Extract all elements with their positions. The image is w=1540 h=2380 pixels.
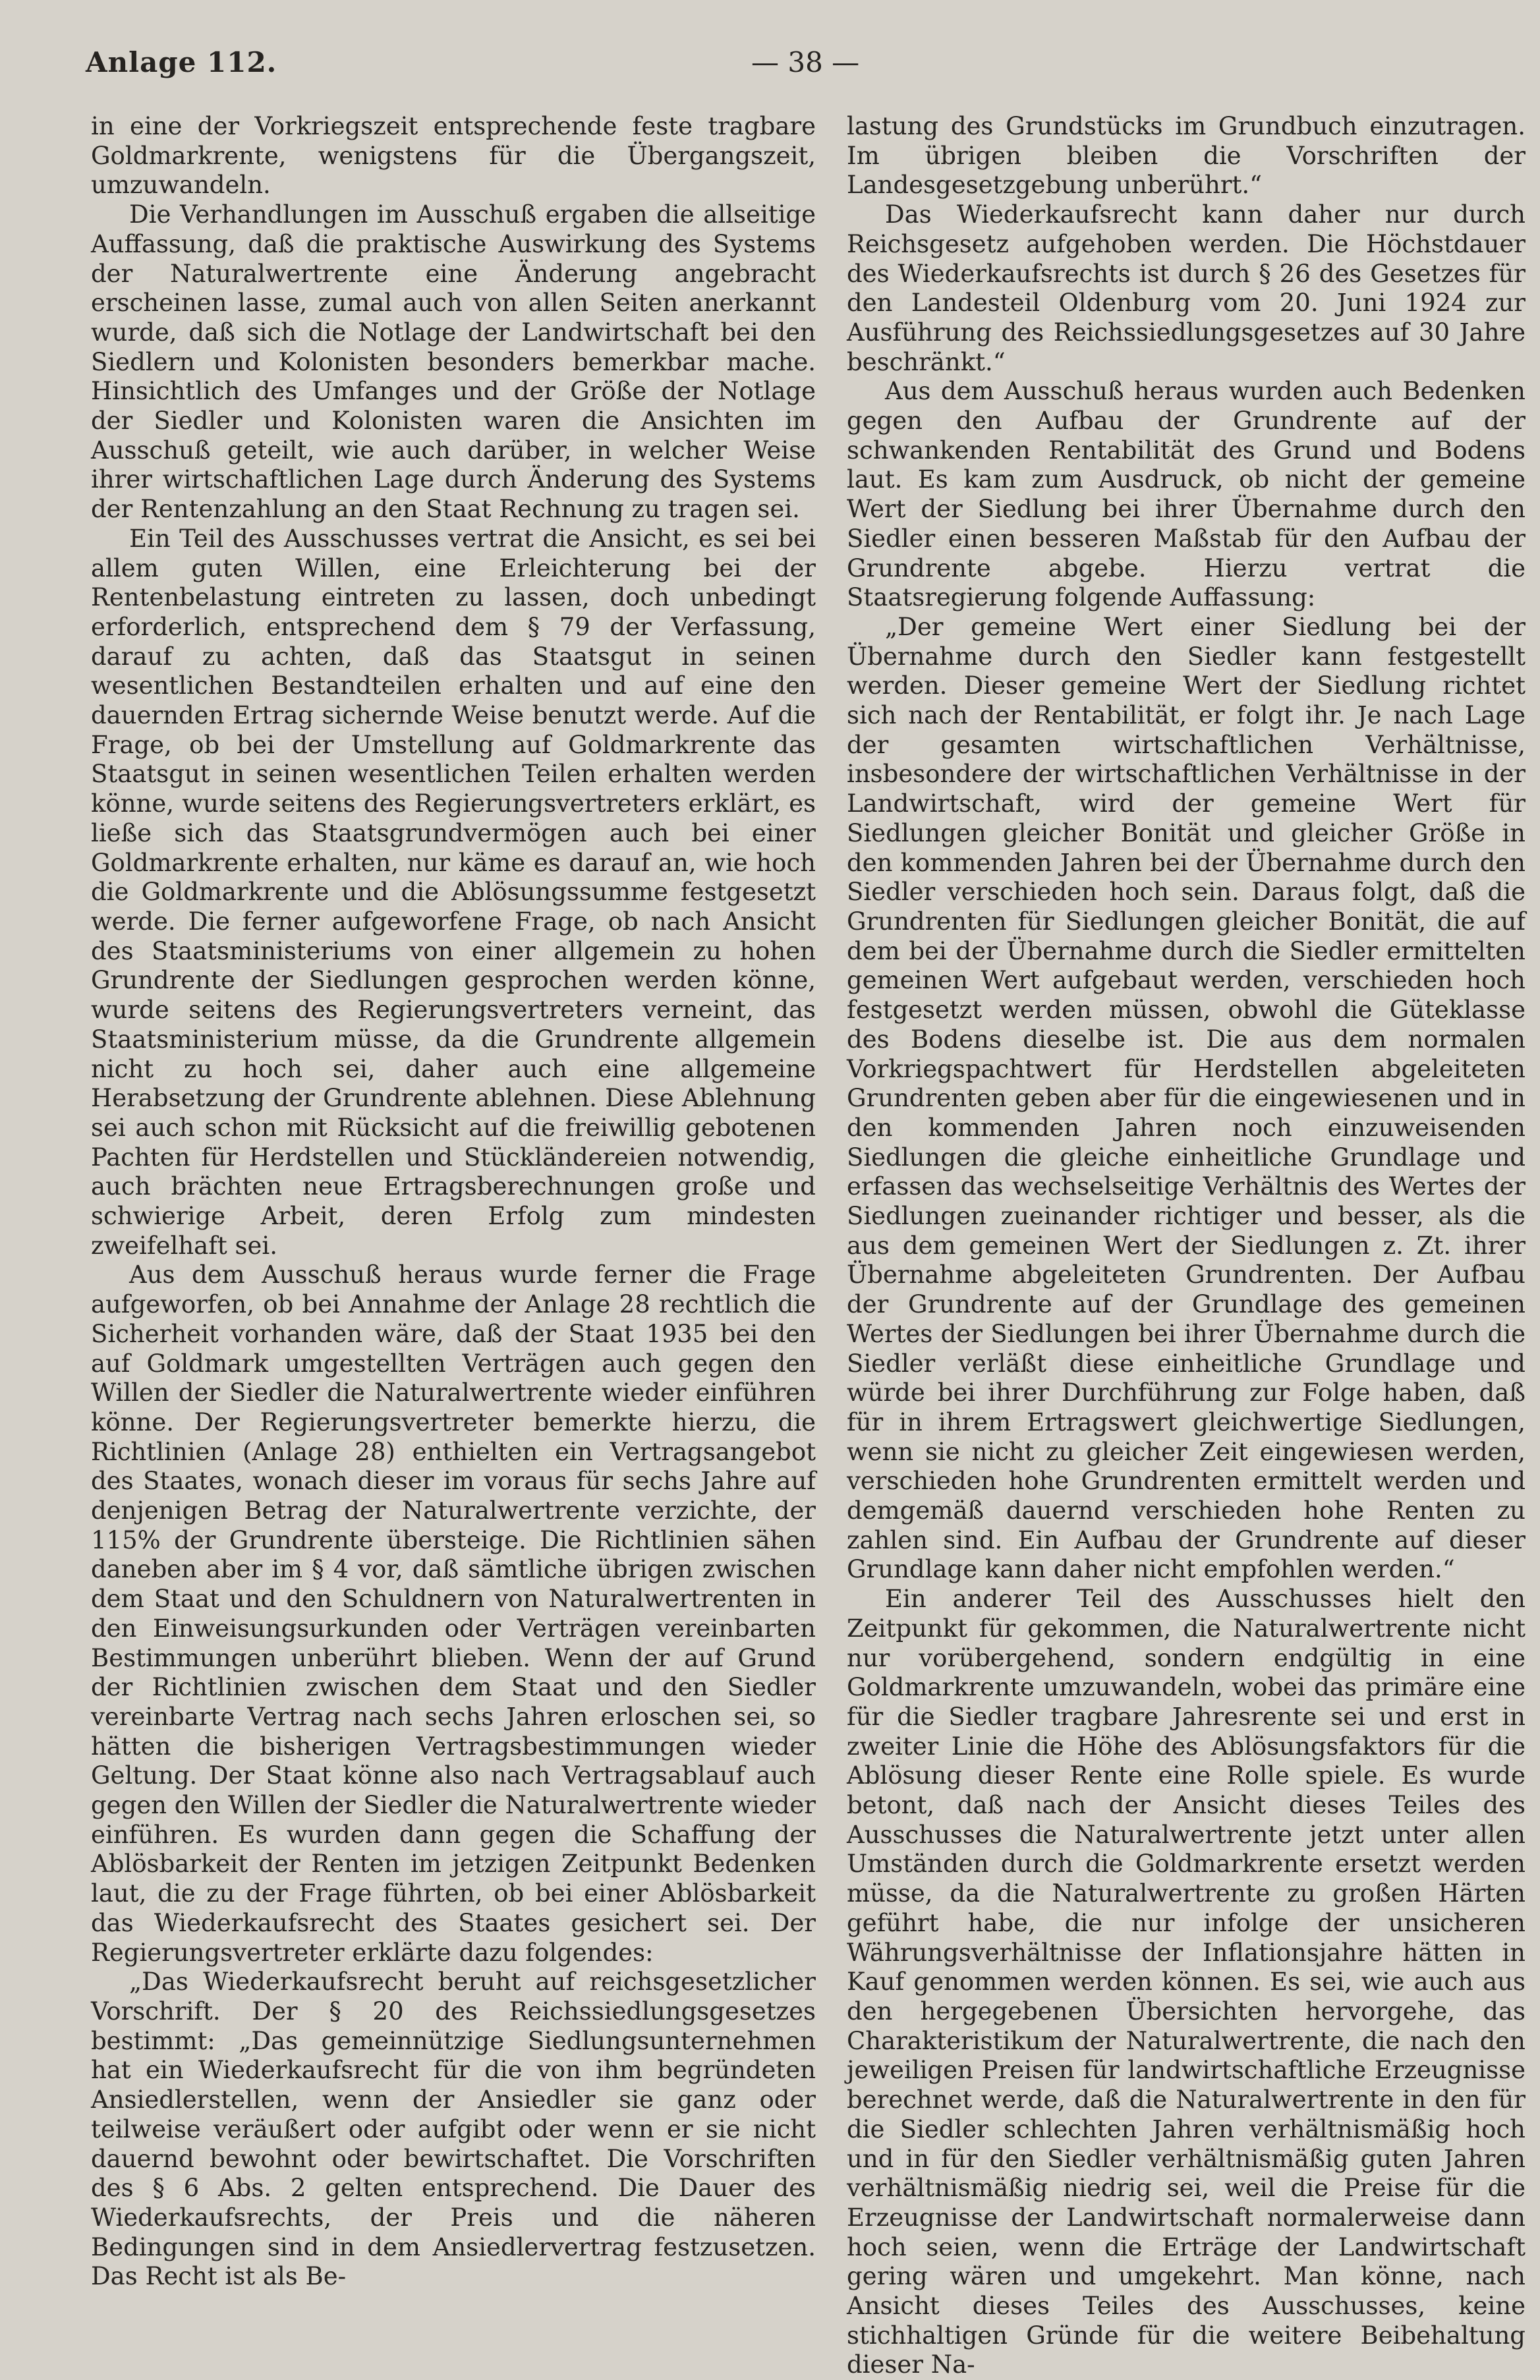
paragraph: in eine der Vorkriegszeit entsprechende feste tragbare Goldmarkrente, wenigstens für die Übergangszeit, umzuwandeln. (91, 112, 816, 200)
paragraph: Ein anderer Teil des Ausschusses hielt den Zeitpunkt für gekommen, die Naturalwertrente nicht nur vorübergehend, sondern endgültig in eine Goldmarkrente umzuwandeln, wobei das primäre eine für die Siedler tragbare Jahresrente sei und erst in zweiter Linie die Höhe des Ablösungsfaktors für die Ablösung dieser Rente eine Rolle spiele. Es wurde betont, daß nach der Ansicht dieses Teiles des Ausschusses die Naturalwertrente jetzt unter allen Umständen durch die Goldmarkrente ersetzt werden müsse, da die Naturalwertrente zu großen Härten geführt habe, die nur infolge der unsicheren Währungsverhältnisse der Inflationsjahre hätten in Kauf genommen werden können. Es sei, wie auch aus den hergegebenen Übersichten hervorgehe, das Charakteristikum der Naturalwertrente, die nach den jeweiligen Preisen für landwirtschaftliche Erzeugnisse berechnet werde, daß die Naturalwertrente in den für die Siedler schlechten Jahren verhältnismäßig hoch und in für den Siedler verhältnismäßig guten Jahren verhältnismäßig niedrig sei, weil die Preise für die Erzeugnisse der Landwirtschaft normalerweise dann hoch seien, wenn die Erträge der Landwirtschaft gering wären und umgekehrt. Man könne, nach Ansicht dieses Teiles des Ausschusses, keine stichhaltigen Gründe für die weitere Beibehaltung dieser Na- (847, 1585, 1526, 2379)
paragraph: lastung des Grundstücks im Grundbuch einzutragen. Im übrigen bleiben die Vorschriften der Landesgesetzgebung unberührt.“ (847, 112, 1526, 200)
paragraph: Die Verhandlungen im Ausschuß ergaben die allseitige Auffassung, daß die praktische Auswirkung des Systems der Naturalwertrente eine Änderung angebracht erscheinen lasse, zumal auch von allen Seiten anerkannt wurde, daß sich die Notlage der Landwirtschaft bei den Siedlern und Kolonisten besonders bemerkbar mache. Hinsichtlich des Umfanges und der Größe der Notlage der Siedler und Kolonisten waren die Ansichten im Ausschuß geteilt, wie auch darüber, in welcher Weise ihrer wirtschaftlichen Lage durch Änderung des Systems der Rentenzahlung an den Staat Rechnung zu tragen sei. (91, 200, 816, 524)
appendix-label: Anlage 112. (86, 46, 277, 78)
left-column (91, 112, 816, 2292)
paragraph: Ein Teil des Ausschusses vertrat die Ansicht, es sei bei allem guten Willen, eine Erleichterung bei der Rentenbelastung eintreten zu lassen, doch unbedingt erforderlich, entsprechend dem § 79 der Verfassung, darauf zu achten, daß das Staatsgut in seinen wesentlichen Bestandteilen erhalten und auf eine den dauernden Ertrag sichernde Weise benutzt werde. Auf die Frage, ob bei der Umstellung auf Goldmarkrente das Staatsgut in seinen wesentlichen Teilen erhalten werden könne, wurde seitens des Regierungsvertreters erklärt, es ließe sich das Staatsgrundvermögen auch bei einer Goldmarkrente erhalten, nur käme es darauf an, wie hoch die Goldmarkrente und die Ablösungssumme festgesetzt werde. Die ferner aufgeworfene Frage, ob nach Ansicht des Staatsministeriums von einer allgemein zu hohen Grundrente der Siedlungen gesprochen werden könne, wurde seitens des Regierungsvertreters verneint, das Staatsministerium müsse, da die Grundrente allgemein nicht zu hoch sei, daher auch eine allgemeine Herabsetzung der Grundrente ablehnen. Diese Ablehnung sei auch schon mit Rücksicht auf die freiwillig gebotenen Pachten für Herdstellen und Stückländereien notwendig, auch brächten neue Ertragsberechnungen große und schwierige Arbeit, deren Erfolg zum mindesten zweifelhaft sei. (91, 524, 816, 1260)
page-header (86, 46, 1514, 92)
page-number: — 38 — (751, 46, 860, 78)
quoted-paragraph: „Der gemeine Wert einer Siedlung bei der Übernahme durch den Siedler kann festgestellt werden. Dieser gemeine Wert der Siedlung richtet sich nach der Rentabilität, er folgt ihr. Je nach Lage der gesamten wirtschaftlichen Verhältnisse, insbesondere der wirtschaftlichen Verhältnisse in der Landwirtschaft, wird der gemeine Wert für Siedlungen gleicher Bonität und gleicher Größe in den kommenden Jahren bei der Übernahme durch den Siedler verschieden hoch sein. Daraus folgt, daß die Grundrenten für Siedlungen gleicher Bonität, die auf dem bei der Übernahme durch die Siedler ermittelten gemeinen Wert aufgebaut werden, verschieden hoch festgesetzt werden müssen, obwohl die Güteklasse des Bodens dieselbe ist. Die aus dem normalen Vorkriegspachtwert für Herdstellen abgeleiteten Grundrenten geben aber für die eingewiesenen und in den kommenden Jahren noch einzuweisenden Siedlungen die gleiche einheitliche Grundlage und erfassen das wechselseitige Verhältnis des Wertes der Siedlungen zueinander richtiger und besser, als die aus dem gemeinen Wert der Siedlungen z. Zt. ihrer Übernahme abgeleiteten Grundrenten. Der Aufbau der Grundrente auf der Grundlage des gemeinen Wertes der Siedlungen bei ihrer Übernahme durch die Siedler verläßt diese einheitliche Grundlage und würde bei ihrer Durchführung zur Folge haben, daß für in ihrem Ertragswert gleichwertige Siedlungen, wenn sie nicht zu gleicher Zeit eingewiesen werden, verschieden hohe Grundrenten ermittelt werden und demgemäß dauernd verschieden hohe Renten zu zahlen sind. Ein Aufbau der Grundrente auf dieser Grundlage kann daher nicht empfohlen werden.“ (847, 612, 1526, 1584)
paragraph: Das Wiederkaufsrecht kann daher nur durch Reichsgesetz aufgehoben werden. Die Höchstdauer des Wiederkaufsrechts ist durch § 26 des Gesetzes für den Landesteil Oldenburg vom 20. Juni 1924 zur Ausführung des Reichssiedlungsgesetzes auf 30 Jahre beschränkt.“ (847, 200, 1526, 376)
paragraph: Aus dem Ausschuß heraus wurde ferner die Frage aufgeworfen, ob bei Annahme der Anlage 28 rechtlich die Sicherheit vorhanden wäre, daß der Staat 1935 bei den auf Goldmark umgestellten Verträgen auch gegen den Willen der Siedler die Naturalwertrente wieder einführen könne. Der Regierungsvertreter bemerkte hierzu, die Richtlinien (Anlage 28) enthielten ein Vertragsangebot des Staates, wonach dieser im voraus für sechs Jahre auf denjenigen Betrag der Naturalwertrente verzichte, der 115% der Grundrente übersteige. Die Richtlinien sähen daneben aber im § 4 vor, daß sämtliche übrigen zwischen dem Staat und den Schuldnern von Naturalwertrenten in den Einweisungsurkunden oder Verträgen vereinbarten Bestimmungen unberührt blieben. Wenn der auf Grund der Richtlinien zwischen dem Staat und den Siedler vereinbarte Vertrag nach sechs Jahren erloschen sei, so hätten die bisherigen Vertragsbestimmungen wieder Geltung. Der Staat könne also nach Vertragsablauf auch gegen den Willen der Siedler die Naturalwertrente wieder einführen. Es wurden dann gegen die Schaffung der Ablösbarkeit der Renten im jetzigen Zeitpunkt Bedenken laut, die zu der Frage führten, ob bei einer Ablösbarkeit das Wiederkaufsrecht des Staates gesichert sei. Der Regierungsvertreter erklärte dazu folgendes: (91, 1261, 816, 1967)
quoted-paragraph: „Das Wiederkaufsrecht beruht auf reichsgesetzlicher Vorschrift. Der § 20 des Reichssiedlungsgesetzes bestimmt: „Das gemeinnützige Siedlungsunternehmen hat ein Wiederkaufsrecht für die von ihm begründeten Ansiedlerstellen, wenn der Ansiedler sie ganz oder teilweise veräußert oder aufgibt oder wenn er sie nicht dauernd bewohnt oder bewirtschaftet. Die Vorschriften des § 6 Abs. 2 gelten entsprechend. Die Dauer des Wiederkaufsrechts, der Preis und die näheren Bedingungen sind in dem Ansiedlervertrag festzusetzen. Das Recht ist als Be- (91, 1968, 816, 2291)
right-column (847, 112, 1526, 2380)
paragraph: Aus dem Ausschuß heraus wurden auch Bedenken gegen den Aufbau der Grundrente auf der schwankenden Rentabilität des Grund und Bodens laut. Es kam zum Ausdruck, ob nicht der gemeine Wert der Siedlung bei ihrer Übernahme durch den Siedler einen besseren Maßstab für den Aufbau der Grundrente abgebe. Hierzu vertrat die Staatsregierung folgende Auffassung: (847, 377, 1526, 612)
